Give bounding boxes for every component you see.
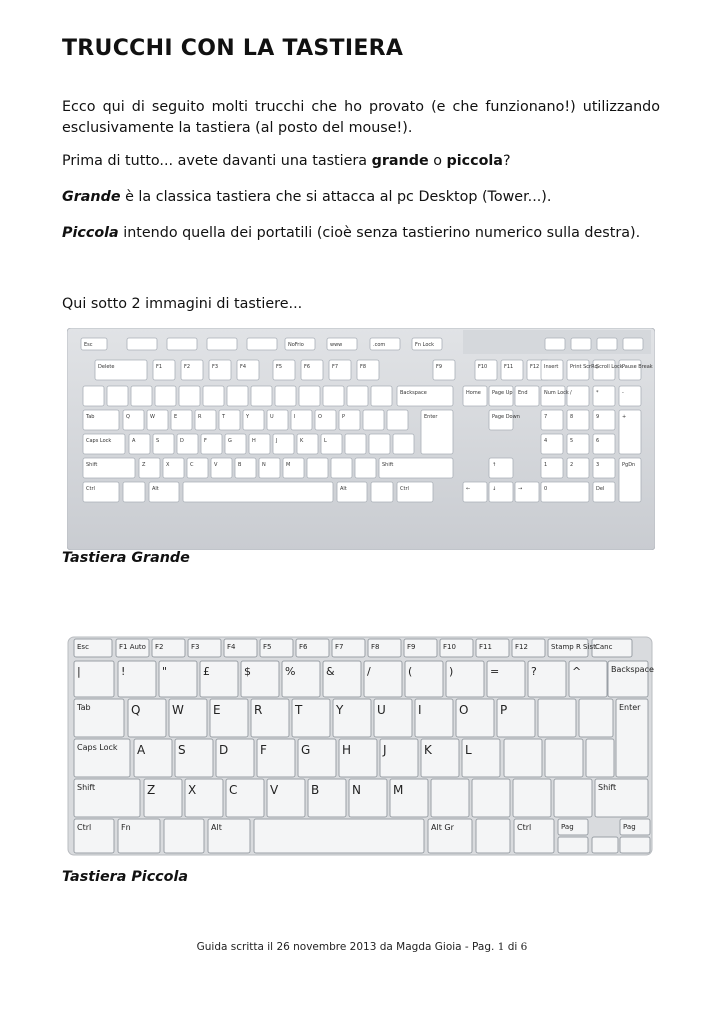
key [139,458,160,478]
key-label: N [352,783,361,797]
key [123,410,144,430]
key [397,482,433,502]
key [83,410,119,430]
key-label: E [213,703,221,717]
key-label: Pag [623,823,636,831]
key-label: F10 [478,364,488,370]
key-label: Alt [211,823,222,832]
key-label: Canc [595,643,613,651]
key [472,779,510,817]
key-label: F12 [530,364,540,370]
footer-page-total: 6 [520,941,528,953]
key [541,482,589,502]
key-label: E [174,414,178,420]
key-label: J [276,438,278,444]
key-label: ^ [572,665,582,678]
key [357,360,379,380]
key [283,458,304,478]
key [254,819,424,853]
key-label: Ctrl [400,486,409,492]
key-label: Num Lock [544,390,569,396]
key [593,410,615,430]
key [541,360,563,380]
key [129,434,150,454]
key [567,386,589,406]
key-label: F5 [263,643,272,651]
key [593,386,615,406]
key-label: 8 [570,414,574,420]
key-label: Z [147,783,156,797]
key [515,482,539,502]
key [247,338,277,350]
key-label: F4 [240,364,247,370]
key-label: 7 [544,414,548,420]
key-label: F11 [504,364,514,370]
key [431,779,469,817]
key [379,458,453,478]
key [397,386,453,406]
key [273,360,295,380]
key [567,458,589,478]
key [147,410,168,430]
intro-paragraph: Ecco qui di seguito molti trucchi che ho provato (e che funzionano!) utilizzando esclusivamente la tastiera (al posto del mouse!). [62,99,660,136]
key [592,837,618,853]
key [243,410,264,430]
key-label: F1 Auto [119,643,146,651]
key-label: 1 [544,462,548,468]
key-label: Ctrl [86,486,95,492]
key [476,819,510,853]
key [538,699,576,737]
key-label: Caps Lock [77,743,118,752]
key [501,360,523,380]
key [181,360,203,380]
key [219,410,240,430]
key-label: B [311,783,320,797]
key-label: S [156,438,160,444]
key [619,386,641,406]
key [329,360,351,380]
key-label: P [342,414,346,420]
key-label: M [393,783,404,797]
key-label: Shift [382,462,394,468]
key-label: Pag [561,823,574,831]
key [541,434,563,454]
key [345,434,366,454]
question-text-start: Prima di tutto... avete davanti una tastiera [62,153,372,169]
key-label: F7 [332,364,339,370]
key-label: .com [373,342,386,348]
key-label: Z [142,462,146,468]
key [149,482,179,502]
question-text-end: ? [502,153,511,169]
key-label: 5 [570,438,574,444]
key-label: & [326,665,335,678]
key-label: 2 [570,462,574,468]
key-label: Tab [77,703,91,712]
key-label: / [570,390,572,396]
key-label: Enter [424,414,438,420]
key [489,482,513,502]
key-label: A [137,743,146,757]
key [235,458,256,478]
key [387,410,408,430]
key [371,386,392,406]
key-label: ← [466,486,471,492]
key [567,434,589,454]
key-label: Page Up [492,390,513,396]
key [201,434,222,454]
key-label: K [424,743,432,757]
key-label: U [270,414,274,420]
word-piccola: piccola [446,153,503,169]
key-label: + [622,414,627,420]
key-label: I [418,703,422,717]
key-label: NoFrio [288,342,304,348]
key-label: Fn [121,823,131,832]
key [297,434,318,454]
key [171,410,192,430]
key-label: 9 [596,414,600,420]
key-label: 4 [544,438,548,444]
key-label: D [180,438,184,444]
key-label: F11 [479,643,492,651]
key [195,410,216,430]
key-label: F1 [156,364,163,370]
key-label: = [490,665,500,678]
key [541,458,563,478]
key [347,386,368,406]
key [567,360,589,380]
key-label: Backspace [400,390,427,396]
key-label: A [132,438,136,444]
caption-small-keyboard: Tastiera Piccola [62,869,189,885]
key [251,386,272,406]
piccola-definition-text: intendo quella dei portatili (cioè senza tastierino numerico sulla destra). [118,225,641,241]
key-label: Del [596,486,605,492]
key-label: Ctrl [77,823,92,832]
key-label: W [172,703,184,717]
key-label: Esc [77,643,89,651]
key [323,386,344,406]
key-label: Alt Gr [431,823,454,832]
key [337,482,367,502]
key-label: £ [203,665,210,678]
key-label: V [214,462,218,468]
key-label: H [252,438,256,444]
key-label: ? [531,665,537,678]
key [187,458,208,478]
key [489,458,513,478]
key-label: D [219,743,229,757]
key-label: Esc [84,342,93,348]
key [83,434,125,454]
word-grande: grande [371,153,429,169]
key [369,434,390,454]
term-grande: Grande [62,189,121,205]
key-label: S [178,743,186,757]
key [237,360,259,380]
key-label: Stamp R Sist [551,643,596,651]
key-label: R [198,414,202,420]
key [475,360,497,380]
key-label: Alt [340,486,347,492]
key [586,739,614,777]
key-label: Pause Break [622,364,653,370]
key [83,386,104,406]
key [179,386,200,406]
key [203,386,224,406]
key [163,458,184,478]
key [567,410,589,430]
key [83,482,119,502]
key-label: " [162,665,168,678]
key-label: * [596,390,599,396]
key-label: F9 [436,364,443,370]
key [541,386,565,406]
key [489,410,513,430]
key-label: Alt [152,486,159,492]
key [393,434,414,454]
key-label: K [300,438,304,444]
key [207,338,237,350]
key-label: Print ScrRq [570,364,598,370]
key-label: Q [131,703,141,717]
key-label: ( [408,665,413,678]
key-label: ↑ [492,462,497,468]
key-label: $ [244,665,251,678]
key [273,434,294,454]
key-label: U [377,703,386,717]
key-label: Scroll Lock [596,364,623,370]
key [107,386,128,406]
key [95,360,147,380]
key [211,458,232,478]
grande-definition-text: è la classica tastiera che si attacca al pc Desktop (Tower...). [120,189,552,205]
key-label: F12 [515,643,528,651]
key [619,360,641,380]
term-piccola: Piccola [62,225,119,241]
key-label: Shift [86,462,98,468]
key [153,434,174,454]
footer-of: di [504,941,521,953]
key-label: www [330,342,343,348]
key-label: 6 [596,438,600,444]
key [167,338,197,350]
key-label: X [188,783,197,797]
key-label: L [465,743,472,757]
key-label: F9 [407,643,416,651]
key [355,458,376,478]
key-label: C [229,783,238,797]
small-keyboard-image [64,633,656,861]
question-paragraph [62,151,660,172]
key [579,699,613,737]
key-label: F2 [184,364,191,370]
key-label: Y [336,703,344,717]
key [545,338,565,350]
key [291,410,312,430]
key-label: Enter [619,703,641,712]
key-label: Ctrl [517,823,532,832]
key-label: ! [121,665,126,678]
key [331,458,352,478]
key [259,458,280,478]
key [571,338,591,350]
key-label: F8 [360,364,367,370]
piccola-definition [62,223,660,244]
images-intro: Qui sotto 2 immagini di tastiere... [62,296,303,312]
key [307,458,328,478]
key [225,434,246,454]
key [155,386,176,406]
key [127,338,157,350]
key [321,434,342,454]
key [597,338,617,350]
key [620,837,650,853]
key-label: Fn Lock [415,342,435,348]
key-label: ↓ [492,486,497,492]
key [504,739,542,777]
key [164,819,204,853]
key-label: → [518,486,523,492]
key [554,779,592,817]
key [489,386,513,406]
key-label: F4 [227,643,236,651]
key-label: F8 [371,643,380,651]
caption-large-keyboard: Tastiera Grande [62,550,190,566]
key-label: Y [246,414,250,420]
key-label: X [166,462,170,468]
key [463,482,487,502]
key [153,360,175,380]
key-label: B [238,462,242,468]
key-label: O [318,414,322,420]
key-label: F [260,743,267,757]
page-title: TRUCCHI CON LA TASTIERA [62,36,404,61]
key [315,410,336,430]
key-label: I [294,414,296,420]
key-label: Caps Lock [86,438,112,444]
page-footer [0,941,724,953]
key-label: O [459,703,469,717]
key [227,386,248,406]
key-label: 0 [544,486,548,492]
key-label: Q [126,414,130,420]
key-label: P [500,703,508,717]
key [463,386,487,406]
key-label: F6 [299,643,308,651]
key [593,434,615,454]
key-label: ) [449,665,454,678]
key-label: J [383,743,387,757]
key-label: Delete [98,364,115,370]
key-label: Shift [77,783,96,792]
key [131,386,152,406]
key-label: Backspace [611,665,654,674]
key-label: T [222,414,226,420]
key-label: % [285,665,296,678]
key-label: F [204,438,207,444]
key [123,482,145,502]
key-label: F10 [443,643,456,651]
key-label: G [301,743,311,757]
key [513,779,551,817]
key-label: Tab [86,414,95,420]
key [249,434,270,454]
key-label: 3 [596,462,600,468]
key-label: PgDn [622,462,636,468]
key [209,360,231,380]
footer-page-number: 1 [497,941,505,953]
key-label: Insert [544,364,559,370]
key-label: F3 [212,364,219,370]
key [339,410,360,430]
key [299,386,320,406]
key-label: L [324,438,327,444]
key-label: G [228,438,232,444]
key [545,739,583,777]
key-label: R [254,703,263,717]
key-label: H [342,743,352,757]
key-label: Home [466,390,481,396]
key-label: | [77,665,81,678]
key-label: Shift [598,783,617,792]
key [363,410,384,430]
key [515,386,539,406]
key [558,837,588,853]
key [371,482,393,502]
key-label: / [367,665,371,678]
key-label: F5 [276,364,283,370]
key-label: - [622,390,624,396]
footer-text: Guida scritta il 26 novembre 2013 da Magda Gioia - Pag. [196,941,498,953]
key [623,338,643,350]
key-label: C [190,462,194,468]
question-text-middle: o [428,153,447,169]
key [593,360,615,380]
key [593,458,615,478]
key-label: End [518,390,528,396]
key [183,482,333,502]
key-label: F3 [191,643,200,651]
key [301,360,323,380]
key-label: F6 [304,364,311,370]
key [177,434,198,454]
large-keyboard-image [67,328,655,550]
key-label: V [270,783,279,797]
key [275,386,296,406]
key-label: F7 [335,643,344,651]
key-label: Page Down [492,414,520,420]
key [267,410,288,430]
key-label: W [150,414,155,420]
key [593,482,615,502]
key-label: N [262,462,266,468]
key-label: M [286,462,291,468]
key [433,360,455,380]
key-label: F2 [155,643,164,651]
key-label: T [295,703,303,717]
key [83,458,135,478]
grande-definition [62,187,660,208]
key [541,410,563,430]
